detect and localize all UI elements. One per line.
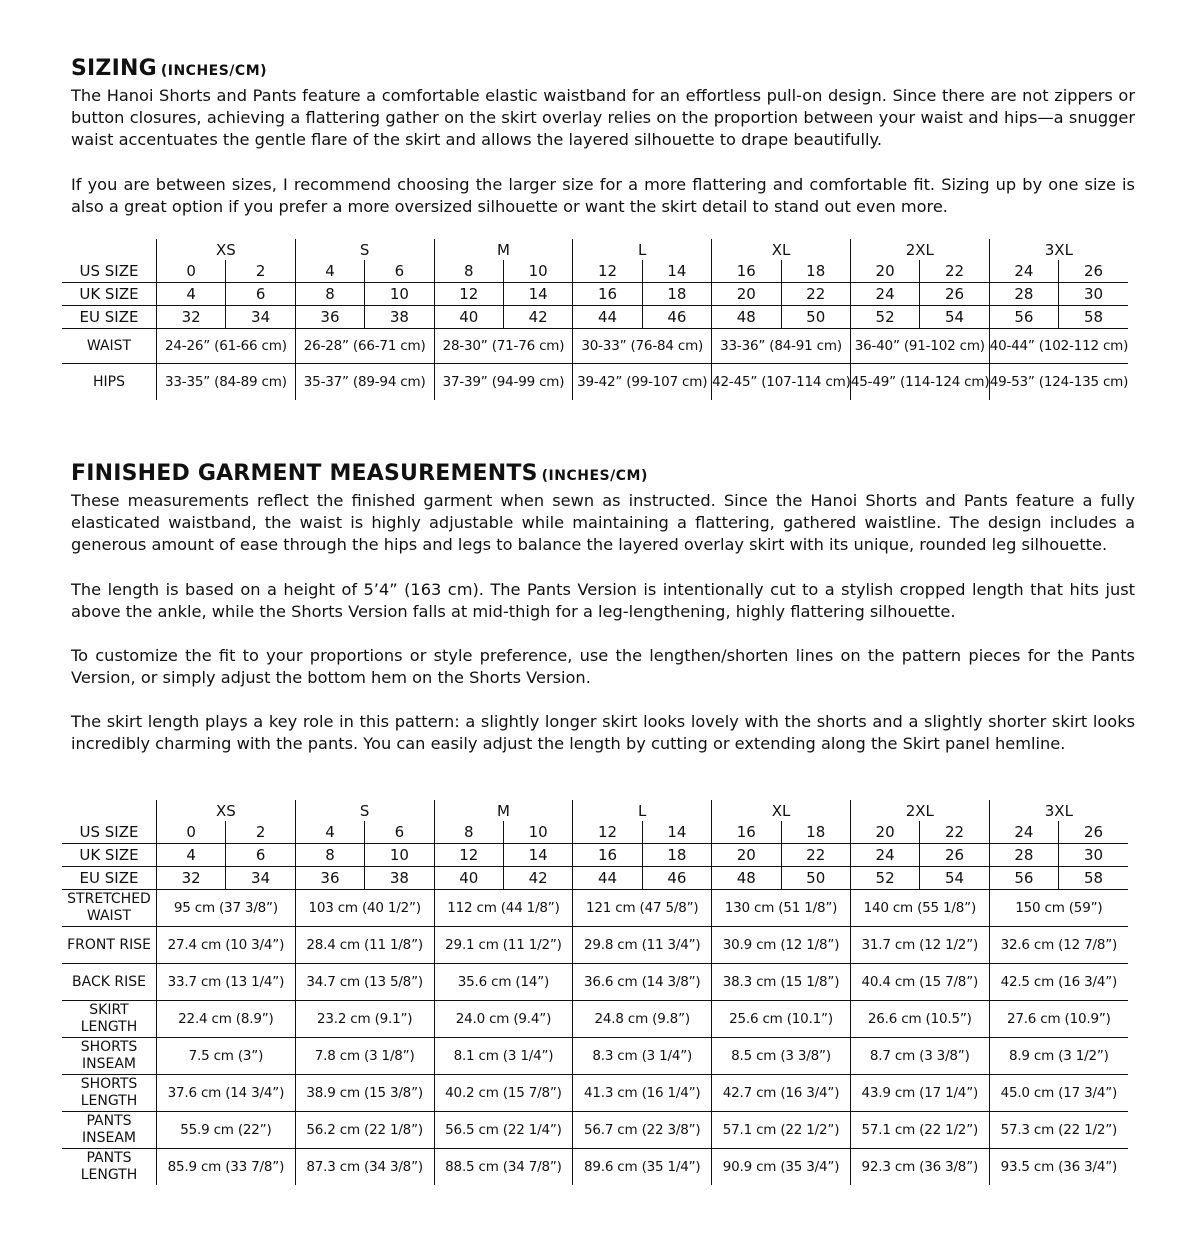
finished-title-text: FINISHED GARMENT MEASUREMENTS (71, 461, 538, 486)
finished-title (71, 461, 648, 486)
size-group-s: S (295, 239, 434, 260)
measurement-cell: 7.5 cm (3”) (157, 1038, 296, 1075)
measurement-cell: 121 cm (47 5/8”) (573, 890, 712, 927)
size-value-cell: 34 (226, 306, 295, 329)
measurement-cell: 36.6 cm (14 3/8”) (573, 964, 712, 1001)
measurement-cell: 29.1 cm (11 1/2”) (434, 927, 573, 964)
size-value-cell: 40 (434, 867, 503, 890)
size-value-cell: 52 (850, 867, 919, 890)
size-group-xl: XL (712, 239, 851, 260)
size-value-cell: 58 (1059, 306, 1128, 329)
finished-unit: (INCHES/CM) (541, 468, 648, 484)
size-value-cell: 18 (781, 260, 850, 283)
size-group-2xl: 2XL (850, 800, 989, 821)
measure-row-pants-length (62, 1149, 1128, 1186)
size-value-cell: 18 (642, 283, 711, 306)
measurement-cell: 55.9 cm (22”) (157, 1112, 296, 1149)
size-value-cell: 16 (573, 844, 642, 867)
size-value-cell: 18 (642, 844, 711, 867)
size-value-cell: 6 (365, 821, 434, 844)
size-header-row (62, 239, 1128, 260)
row-label: UK SIZE (62, 283, 157, 306)
measurement-cell: 32.6 cm (12 7/8”) (989, 927, 1128, 964)
size-value-cell: 48 (712, 306, 781, 329)
size-value-cell: 30 (1059, 844, 1128, 867)
row-label: WAIST (62, 329, 157, 364)
size-row-us-size (62, 260, 1128, 283)
size-value-cell: 8 (434, 821, 503, 844)
row-label: HIPS (93, 373, 125, 390)
sizing-paragraph-1: The Hanoi Shorts and Pants feature a comfortable elastic waistband for an effortless pull-on design. Since there are not zippers or button closures, achieving a flattering gather on the skirt overlay relies on the proportion between your waist and hips—a snugger waist accentuates the gentle flare of the skirt and allows the layered silhouette to drape beautifully. (71, 86, 1135, 149)
size-value-cell: 8 (434, 260, 503, 283)
header-spacer (62, 800, 157, 821)
size-value-cell: 26 (920, 283, 989, 306)
size-value-cell: 40 (434, 306, 503, 329)
measurement-cell: 25.6 cm (10.1”) (712, 1001, 851, 1038)
row-label: EU SIZE (62, 867, 157, 890)
measurement-cell: 103 cm (40 1/2”) (295, 890, 434, 927)
size-value-cell: 12 (573, 821, 642, 844)
measurement-cell: 38.9 cm (15 3/8”) (295, 1075, 434, 1112)
measurement-cell: 112 cm (44 1/8”) (434, 890, 573, 927)
finished-paragraph-1: These measurements reflect the finished garment when sewn as instructed. Since the Hanoi Shorts and Pants feature a fully elasticated waistband, the waist is highly adjustable while maintaining a flattering, gathered waistline. The design includes a generous amount of ease through the hips and legs to balance the layered overlay skirt with its unique, rounded leg silhouette. (71, 491, 1135, 554)
size-value-cell: 46 (642, 306, 711, 329)
row-label: PANTS LENGTH (80, 1150, 138, 1183)
measurement-cell: 49-53” (124-135 cm) (989, 364, 1128, 401)
measurement-cell: 23.2 cm (9.1”) (295, 1001, 434, 1038)
measurement-cell: 150 cm (59”) (989, 890, 1128, 927)
measurement-cell: 8.7 cm (3 3/8”) (850, 1038, 989, 1075)
sizing-paragraph-2: If you are between sizes, I recommend choosing the larger size for a more flattering and comfortable fit. Sizing up by one size is also a great option if you prefer a more oversized silhouette or want the skirt detail to stand out even more. (71, 175, 1135, 216)
measurement-cell: 37.6 cm (14 3/4”) (157, 1075, 296, 1112)
measurement-cell: 42.7 cm (16 3/4”) (712, 1075, 851, 1112)
measurement-cell: 26.6 cm (10.5”) (850, 1001, 989, 1038)
measurement-cell: 33-35” (84-89 cm) (157, 364, 296, 401)
size-value-cell: 44 (573, 306, 642, 329)
size-value-cell: 4 (157, 283, 226, 306)
size-group-xs: XS (157, 239, 296, 260)
size-value-cell: 54 (920, 867, 989, 890)
measurement-cell: 89.6 cm (35 1/4”) (573, 1149, 712, 1186)
measure-row-shorts-inseam (62, 1038, 1128, 1075)
row-label: BACK RISE (62, 964, 157, 1001)
size-value-cell: 24 (850, 844, 919, 867)
measurement-cell: 31.7 cm (12 1/2”) (850, 927, 989, 964)
sizing-title-text: SIZING (71, 56, 157, 81)
size-value-cell: 12 (434, 844, 503, 867)
measurement-cell: 37-39” (94-99 cm) (434, 364, 573, 401)
size-value-cell: 22 (920, 260, 989, 283)
measurement-cell: 57.1 cm (22 1/2”) (850, 1112, 989, 1149)
size-value-cell: 16 (712, 821, 781, 844)
finished-paragraph-3: To customize the fit to your proportions or style preference, use the lengthen/shorten lines on the pattern pieces for the Pants Version, or simply adjust the bottom hem on the Shorts Version. (71, 646, 1135, 687)
row-label: EU SIZE (62, 306, 157, 329)
size-value-cell: 2 (226, 260, 295, 283)
size-value-cell: 22 (781, 283, 850, 306)
measure-row-stretched-waist (62, 890, 1128, 927)
size-value-cell: 12 (434, 283, 503, 306)
measurement-cell: 35.6 cm (14”) (434, 964, 573, 1001)
measurement-cell: 28-30” (71-76 cm) (434, 329, 573, 364)
size-value-cell: 26 (1059, 821, 1128, 844)
size-value-cell: 48 (712, 867, 781, 890)
size-group-xl: XL (712, 800, 851, 821)
row-label: FRONT RISE (62, 927, 157, 964)
size-value-cell: 46 (642, 867, 711, 890)
size-row-eu-size (62, 867, 1128, 890)
row-label: SHORTS LENGTH (62, 1075, 157, 1112)
measurement-cell: 43.9 cm (17 1/4”) (850, 1075, 989, 1112)
size-group-l: L (573, 800, 712, 821)
measurement-cell: 27.4 cm (10 3/4”) (157, 927, 296, 964)
size-group-m: M (434, 800, 573, 821)
measure-row-front-rise (62, 927, 1128, 964)
measurement-cell: 87.3 cm (34 3/8”) (295, 1149, 434, 1186)
size-group-l: L (573, 239, 712, 260)
size-row-uk-size (62, 283, 1128, 306)
measure-row-back-rise (62, 964, 1128, 1001)
size-header-row (62, 800, 1128, 821)
size-value-cell: 6 (226, 283, 295, 306)
size-value-cell: 28 (989, 844, 1058, 867)
size-value-cell: 4 (295, 260, 364, 283)
size-value-cell: 54 (920, 306, 989, 329)
size-value-cell: 24 (989, 821, 1058, 844)
size-value-cell: 0 (157, 260, 226, 283)
size-value-cell: 14 (642, 821, 711, 844)
size-value-cell: 56 (989, 306, 1058, 329)
measurement-cell: 42-45” (107-114 cm) (712, 364, 851, 401)
size-value-cell: 20 (712, 844, 781, 867)
sizing-title (71, 56, 267, 81)
size-value-cell: 38 (365, 867, 434, 890)
row-label: UK SIZE (62, 844, 157, 867)
body-measurements-table (62, 239, 1128, 400)
size-group-s: S (295, 800, 434, 821)
size-value-cell: 24 (989, 260, 1058, 283)
measurement-cell: 40.2 cm (15 7/8”) (434, 1075, 573, 1112)
size-row-us-size (62, 821, 1128, 844)
measurement-cell: 8.9 cm (3 1/2”) (989, 1038, 1128, 1075)
size-value-cell: 50 (781, 306, 850, 329)
size-value-cell: 44 (573, 867, 642, 890)
size-value-cell: 4 (295, 821, 364, 844)
measurement-cell: 57.3 cm (22 1/2”) (989, 1112, 1128, 1149)
size-value-cell: 20 (850, 260, 919, 283)
measurement-cell: 93.5 cm (36 3/4”) (989, 1149, 1128, 1186)
measurement-cell: 30.9 cm (12 1/8”) (712, 927, 851, 964)
size-value-cell: 6 (365, 260, 434, 283)
size-value-cell: 10 (503, 260, 572, 283)
measure-row-pants-inseam (62, 1112, 1128, 1149)
measurement-cell: 26-28” (66-71 cm) (295, 329, 434, 364)
size-value-cell: 28 (989, 283, 1058, 306)
row-label: PANTS INSEAM (62, 1112, 157, 1149)
size-value-cell: 58 (1059, 867, 1128, 890)
finished-paragraph-2: The length is based on a height of 5’4” (163 cm). The Pants Version is intentionally cut to a stylish cropped length that hits just above the ankle, while the Shorts Version falls at mid-thigh for a leg-lengthening, highly flattering silhouette. (71, 580, 1135, 621)
measurement-cell: 40-44” (102-112 cm) (989, 329, 1128, 364)
row-label: STRETCHED WAIST (62, 890, 157, 927)
measurement-cell: 24-26” (61-66 cm) (157, 329, 296, 364)
size-value-cell: 26 (1059, 260, 1128, 283)
size-value-cell: 56 (989, 867, 1058, 890)
finished-measurements-table (62, 800, 1128, 1185)
measurement-cell: 8.5 cm (3 3/8”) (712, 1038, 851, 1075)
measurement-cell: 41.3 cm (16 1/4”) (573, 1075, 712, 1112)
size-value-cell: 50 (781, 867, 850, 890)
size-value-cell: 32 (157, 867, 226, 890)
size-value-cell: 14 (642, 260, 711, 283)
size-value-cell: 0 (157, 821, 226, 844)
size-value-cell: 10 (503, 821, 572, 844)
size-value-cell: 42 (503, 867, 572, 890)
measurement-cell: 45-49” (114-124 cm) (850, 364, 989, 401)
row-label: SHORTS INSEAM (62, 1038, 157, 1075)
measurement-cell: 56.5 cm (22 1/4”) (434, 1112, 573, 1149)
size-row-uk-size (62, 844, 1128, 867)
measurement-cell: 22.4 cm (8.9”) (157, 1001, 296, 1038)
row-label: US SIZE (62, 821, 157, 844)
size-value-cell: 8 (295, 844, 364, 867)
measurement-cell: 33.7 cm (13 1/4”) (157, 964, 296, 1001)
size-group-3xl: 3XL (989, 239, 1128, 260)
measurement-cell: 8.3 cm (3 1/4”) (573, 1038, 712, 1075)
measurement-cell: 92.3 cm (36 3/8”) (850, 1149, 989, 1186)
measurement-cell: 38.3 cm (15 1/8”) (712, 964, 851, 1001)
size-value-cell: 24 (850, 283, 919, 306)
measure-row-shorts-length (62, 1075, 1128, 1112)
size-value-cell: 20 (850, 821, 919, 844)
size-group-2xl: 2XL (850, 239, 989, 260)
size-value-cell: 10 (365, 283, 434, 306)
size-row-eu-size (62, 306, 1128, 329)
measurement-cell: 42.5 cm (16 3/4”) (989, 964, 1128, 1001)
size-value-cell: 22 (781, 844, 850, 867)
measurement-cell: 27.6 cm (10.9”) (989, 1001, 1128, 1038)
measurement-cell: 39-42” (99-107 cm) (573, 364, 712, 401)
measurement-cell: 90.9 cm (35 3/4”) (712, 1149, 851, 1186)
size-value-cell: 38 (365, 306, 434, 329)
row-label: SKIRT LENGTH (62, 1001, 157, 1038)
measurement-cell: 29.8 cm (11 3/4”) (573, 927, 712, 964)
measurement-cell: 85.9 cm (33 7/8”) (157, 1149, 296, 1186)
size-value-cell: 42 (503, 306, 572, 329)
measurement-cell: 30-33” (76-84 cm) (573, 329, 712, 364)
measurement-cell: 56.7 cm (22 3/8”) (573, 1112, 712, 1149)
measurement-cell: 24.8 cm (9.8”) (573, 1001, 712, 1038)
measurement-cell: 24.0 cm (9.4”) (434, 1001, 573, 1038)
measurement-cell: 45.0 cm (17 3/4”) (989, 1075, 1128, 1112)
measure-row-skirt-length (62, 1001, 1128, 1038)
size-value-cell: 30 (1059, 283, 1128, 306)
size-group-m: M (434, 239, 573, 260)
size-group-3xl: 3XL (989, 800, 1128, 821)
measurement-cell: 34.7 cm (13 5/8”) (295, 964, 434, 1001)
measurement-cell: 33-36” (84-91 cm) (712, 329, 851, 364)
header-spacer (62, 239, 157, 260)
size-value-cell: 14 (503, 283, 572, 306)
measurement-cell: 95 cm (37 3/8”) (157, 890, 296, 927)
size-value-cell: 10 (365, 844, 434, 867)
measure-row-hips (62, 364, 1128, 401)
size-value-cell: 22 (920, 821, 989, 844)
size-value-cell: 14 (503, 844, 572, 867)
measurement-cell: 28.4 cm (11 1/8”) (295, 927, 434, 964)
measurement-cell: 35-37” (89-94 cm) (295, 364, 434, 401)
sizing-unit: (INCHES/CM) (160, 63, 268, 79)
size-value-cell: 8 (295, 283, 364, 306)
measurement-cell: 7.8 cm (3 1/8”) (295, 1038, 434, 1075)
size-value-cell: 34 (226, 867, 295, 890)
size-value-cell: 36 (295, 306, 364, 329)
size-value-cell: 16 (712, 260, 781, 283)
size-group-xs: XS (157, 800, 296, 821)
measurement-cell: 130 cm (51 1/8”) (712, 890, 851, 927)
measurement-cell: 140 cm (55 1/8”) (850, 890, 989, 927)
measurement-cell: 8.1 cm (3 1/4”) (434, 1038, 573, 1075)
measurement-cell: 88.5 cm (34 7/8”) (434, 1149, 573, 1186)
size-value-cell: 18 (781, 821, 850, 844)
size-value-cell: 20 (712, 283, 781, 306)
measurement-cell: 40.4 cm (15 7/8”) (850, 964, 989, 1001)
measurement-cell: 57.1 cm (22 1/2”) (712, 1112, 851, 1149)
measure-row-waist (62, 329, 1128, 364)
size-value-cell: 36 (295, 867, 364, 890)
size-value-cell: 16 (573, 283, 642, 306)
size-value-cell: 4 (157, 844, 226, 867)
row-label: US SIZE (62, 260, 157, 283)
finished-paragraph-4: The skirt length plays a key role in this pattern: a slightly longer skirt looks lovely with the shorts and a slightly shorter skirt looks incredibly charming with the pants. You can easily adjust the length by cutting or extending along the Skirt panel hemline. (71, 712, 1135, 753)
size-value-cell: 12 (573, 260, 642, 283)
measurement-cell: 36-40” (91-102 cm) (850, 329, 989, 364)
size-value-cell: 26 (920, 844, 989, 867)
size-value-cell: 32 (157, 306, 226, 329)
size-value-cell: 52 (850, 306, 919, 329)
measurement-cell: 56.2 cm (22 1/8”) (295, 1112, 434, 1149)
size-value-cell: 6 (226, 844, 295, 867)
size-value-cell: 2 (226, 821, 295, 844)
